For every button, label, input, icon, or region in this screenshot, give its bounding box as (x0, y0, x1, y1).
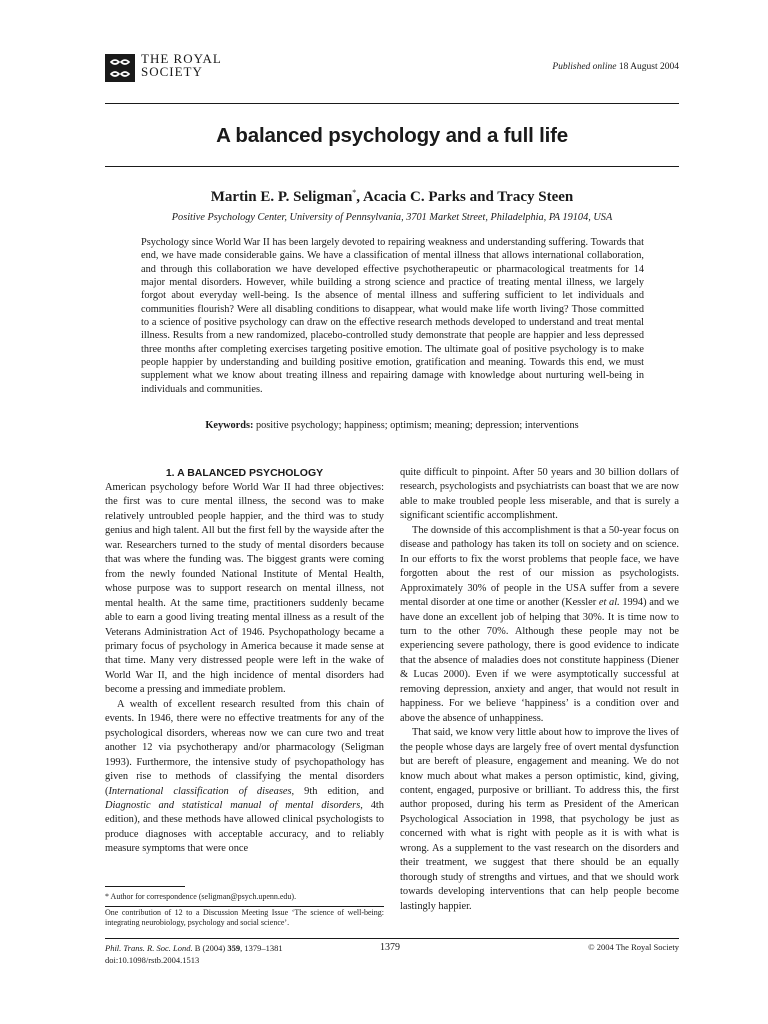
page-number: 1379 (380, 942, 400, 953)
keywords-label: Keywords: (205, 420, 254, 431)
citation (105, 942, 283, 966)
published-label: Published online (552, 62, 617, 72)
footer-rule (105, 938, 679, 939)
affiliation: Positive Psychology Center, University of Pennsylvania, 3701 Market Street, Philadelphia, PA 19104, USA (171, 212, 613, 223)
right-paragraph-3: That said, we know very little about how to improve the lives of the people whose days are largely free of overt mental dysfunction but are bereft of pleasure, engagement and meaning. We do not know much about what makes a person optimistic, kind, giving, content, engaged, purposive or brilliant. To address this, the first author proposed, during his term as President of the American Psychological Association in 1998, that psychology be just as concerned with what is right with people as it is with what is wrong. As a supplement to the vast research on the disorders and their treatment, we suggest that there should be an equally thorough study of strengths and virtues, and that we should work towards developing interventions that can help people become lastingly happier. (400, 727, 679, 912)
footnote-contribution: One contribution of 12 to a Discussion Meeting Issue ‘The science of well-being: integrating neurobiology, psychology and social science’. (105, 908, 384, 927)
footnote-divider (105, 906, 384, 907)
left-p2-text-c: , 4th edition), and these methods have allowed clinical psychologists to produce diagnoses with acceptable accuracy, and to reliably measure symptoms that were once (105, 799, 384, 855)
journal-name: Phil. Trans. R. Soc. Lond. (105, 943, 193, 953)
left-paragraph-1: American psychology before World War II had three objectives: the first was to cure mental illness, the second was to make relatively untroubled people happier, and the third was to study genius and high talent. All but the first fell by the wayside after the war. Researchers turned to the study of mental disorders because that was where the funding was. The biggest grants were coming from the newly founded National Institute of Mental Health, whose purpose was to support research on mental illness, not mental health. At the same time, practitioners suddenly became able to earn a good living treating mental illness as a result of the Veterans Administration Act of 1946. Psychopathology became a primary focus of psychology in America because it made sense at that time. Many very distressed people were left in the wake of World War II, and the high incidence of mental disorders had become a pressing and immediate problem. (105, 482, 384, 696)
author-1: Martin E. P. Seligman (210, 189, 353, 205)
left-column (105, 466, 384, 857)
right-column (400, 466, 679, 914)
title-rule-bottom (105, 166, 679, 167)
copyright: © 2004 The Royal Society (588, 942, 679, 952)
journal-series: B (192, 943, 201, 953)
journal-year: (2004) (200, 943, 228, 953)
published-online (552, 62, 679, 72)
abstract: Psychology since World War II has been largely devoted to repairing weakness and understanding suffering. Towards that end, we have made considerable gains. We have a classification of mental illness that allows international collaboration, and through this collaboration we have developed effective psychotherapeutic or pharmacological treatments for 14 major mental disorders. However, while building a strong science and practice of treating mental illness, we largely forgot about everyday well-being. Is the absence of mental illness and suffering sufficient to let individuals and communities flourish? Were all disabling conditions to disappear, what would make life worth living? Those committed to a science of positive psychology can draw on the effective research methods developed to understand and treat mental illness. Results from a new randomized, placebo-controlled study demonstrate that people are happier and less depressed three months after completing exercises targeting positive emotion. The ultimate goal of positive psychology is to make people happier by understanding and building positive emotion, gratification and meaning. Towards this end, we must supplement what we know about treating illness and repairing damage with knowledge about nurturing well-being in individuals and communities. (141, 237, 644, 395)
royal-society-emblem-icon (105, 54, 135, 82)
section-heading: 1. A BALANCED PSYCHOLOGY (165, 467, 324, 479)
title-rule-top (105, 103, 679, 104)
right-p2-italic: et al. (598, 597, 620, 609)
left-p2-text-a: A wealth of excellent research resulted from this chain of events. In 1946, there were no effective treatments for any of the psychological disorders, whereas now we can cure two and treat another 12 via psychotherapy and/or pharmacology (Seligman 1993). Furthermore, the intensive study of psychopathology has given rise to methods of classifying the mental disorders ( (105, 698, 384, 797)
doi: doi:10.1098/rstb.2004.1513 (105, 955, 200, 965)
page-header (105, 52, 679, 92)
right-paragraph-1: quite difficult to pinpoint. After 50 years and 30 billion dollars of research, psychologists and psychiatrists can boast that we are now able to make troubled people less miserable, and that is surely a significant scientific accomplishment. (400, 467, 679, 522)
right-p2-text-a: The downside of this accomplishment is that a 50-year focus on disease and pathology has taken its toll on society and on science. In our efforts to fix the worst problems that people face, we have forgotten about the rest of our mission as psychologists. Approximately 30% of people in the USA suffer from a severe mental disorder at one time or another (Kessler (400, 524, 679, 609)
left-p2-italic-2: Diagnostic and statistical manual of mental disorders (105, 799, 361, 811)
journal-volume: 359 (227, 943, 241, 953)
keywords-text: positive psychology; happiness; optimism; meaning; depression; interventions (253, 420, 579, 431)
paper-title: A balanced psychology and a full life (216, 124, 568, 147)
left-p2-italic-1: International classification of diseases (108, 785, 292, 797)
footnote-rule (105, 886, 185, 887)
right-paragraph-2 (400, 524, 679, 726)
other-authors: , Acacia C. Parks and Tracy Steen (356, 189, 574, 205)
right-p2-text-b: 1994) and we have done an excellent job of helping that 30%. It is time now to turn to the other 70%. Although these people may not be experiencing severe pathology, there is good evidence to indicate that the absence of maladies does not constitute happiness (Diener & Lucas 2000). Even if we were asymptotically successful at removing depression, anxiety and anger, that would not result in happiness. For we believe ‘happiness’ is a condition over and above the absence of unhappiness. (400, 597, 679, 724)
publisher-name (141, 52, 222, 78)
left-paragraph-2 (105, 698, 384, 857)
publisher-line-2: SOCIETY (141, 64, 203, 79)
correspondence-mark: * (352, 188, 357, 197)
published-date: 18 August 2004 (618, 62, 679, 72)
authors (105, 188, 679, 206)
keywords (105, 420, 679, 431)
royal-society-logo (105, 52, 222, 82)
publisher-line-1: THE ROYAL (141, 51, 222, 66)
footnote-correspondence: * Author for correspondence (seligman@psych.upenn.edu). (105, 892, 297, 901)
left-p2-text-b: , 9th edition, and (291, 785, 384, 797)
journal-pages: , 1379–1381 (240, 943, 283, 953)
